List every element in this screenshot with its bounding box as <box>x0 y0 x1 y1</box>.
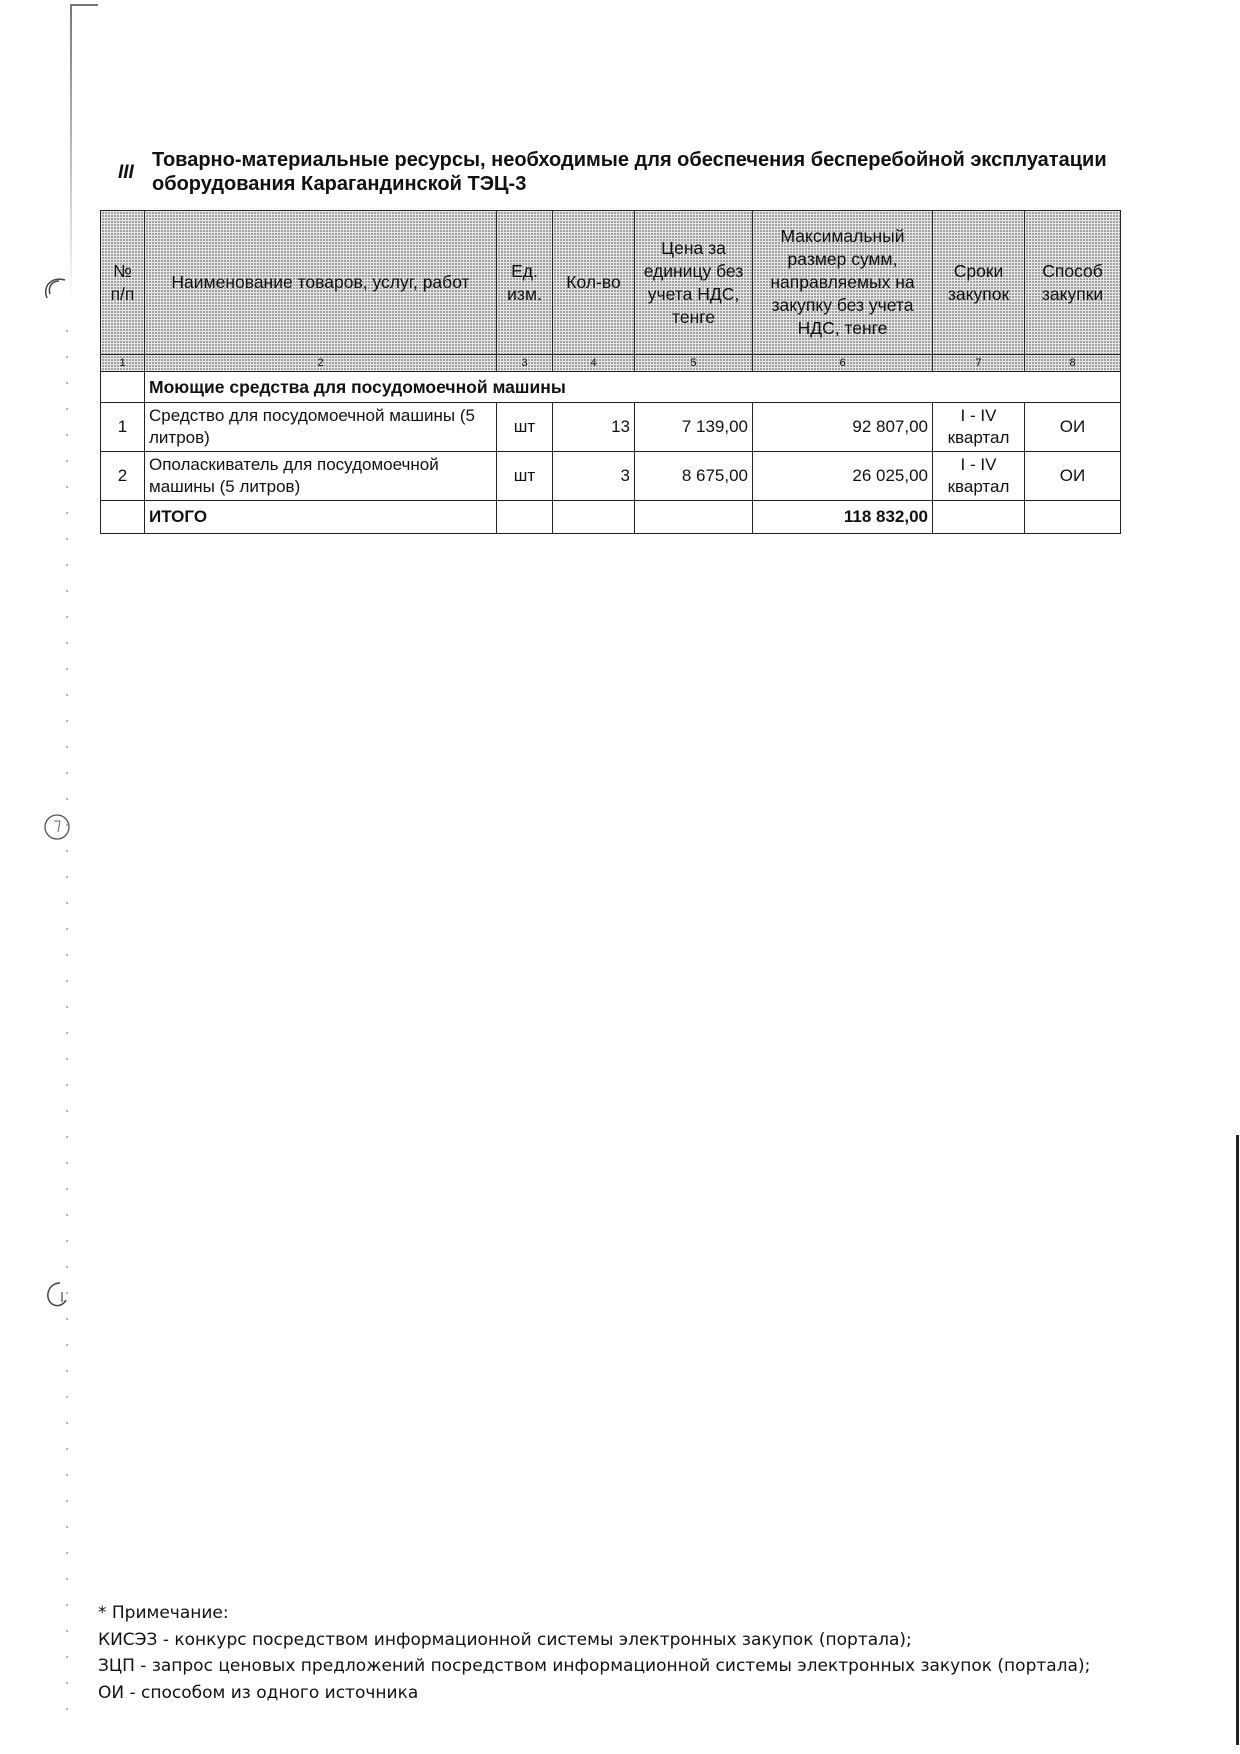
section-heading <box>118 148 1138 196</box>
row-name: Ополаскиватель для посудомоечной машины (5 литров) <box>145 452 497 501</box>
column-number: 7 <box>933 355 1025 372</box>
header-no: № п/п <box>101 211 145 355</box>
punch-hole-middle <box>38 808 76 846</box>
row-price: 8 675,00 <box>635 452 753 501</box>
procurement-table <box>100 210 1121 534</box>
row-no: 1 <box>101 403 145 452</box>
row-no: 2 <box>101 452 145 501</box>
column-number: 8 <box>1025 355 1121 372</box>
punch-hole-bottom <box>38 1276 76 1314</box>
column-number: 6 <box>753 355 933 372</box>
header-qty: Кол-во <box>553 211 635 355</box>
row-term: I - IV квартал <box>933 403 1025 452</box>
note-line: ОИ - способом из одного источника <box>98 1682 419 1703</box>
note-line: ЗЦП - запрос ценовых предложений посредством информационной системы электронных закупок (портала); <box>98 1656 1091 1676</box>
column-number: 3 <box>497 355 553 372</box>
section-title: Товарно-материальные ресурсы, необходимые для обеспечения бесперебойной эксплуатации оборудования Карагандинской ТЭЦ-3 <box>152 149 1107 195</box>
header-name: Наименование товаров, услуг, работ <box>145 211 497 355</box>
section-number: III <box>118 162 134 183</box>
scan-right-edge <box>1236 1135 1239 1745</box>
header-term: Сроки закупок <box>933 211 1025 355</box>
header-unit: Ед. изм. <box>497 211 553 355</box>
table-row <box>101 403 1121 452</box>
group-row <box>101 372 1121 403</box>
page-corner-mark <box>70 4 98 6</box>
total-label: ИТОГО <box>145 501 497 534</box>
row-unit: шт <box>497 403 553 452</box>
punch-hole-top <box>38 272 76 310</box>
row-method: ОИ <box>1025 452 1121 501</box>
page-edge-line <box>70 4 72 304</box>
table-header-row <box>101 211 1121 355</box>
row-amount: 26 025,00 <box>753 452 933 501</box>
header-price: Цена за единицу без учета НДС, тенге <box>635 211 753 355</box>
notes-heading: * Примечание: <box>98 1603 229 1623</box>
total-amount: 118 832,00 <box>753 501 933 534</box>
group-title: Моющие средства для посудомоечной машины <box>145 372 1121 403</box>
column-number-row <box>101 355 1121 372</box>
column-number: 1 <box>101 355 145 372</box>
column-number: 5 <box>635 355 753 372</box>
scan-margin-dots <box>66 330 68 1710</box>
row-qty: 13 <box>553 403 635 452</box>
table-row <box>101 452 1121 501</box>
row-amount: 92 807,00 <box>753 403 933 452</box>
row-name: Средство для посудомоечной машины (5 литров) <box>145 403 497 452</box>
column-number: 2 <box>145 355 497 372</box>
note-line: КИСЭЗ - конкурс посредством информационной системы электронных закупок (портала); <box>98 1629 912 1650</box>
total-row <box>101 501 1121 534</box>
column-number: 4 <box>553 355 635 372</box>
header-method: Способ закупки <box>1025 211 1121 355</box>
row-qty: 3 <box>553 452 635 501</box>
notes <box>98 1600 1228 1706</box>
row-unit: шт <box>497 452 553 501</box>
row-price: 7 139,00 <box>635 403 753 452</box>
row-term: I - IV квартал <box>933 452 1025 501</box>
row-method: ОИ <box>1025 403 1121 452</box>
header-amount: Максимальный размер сумм, направляемых на закупку без учета НДС, тенге <box>753 211 933 355</box>
